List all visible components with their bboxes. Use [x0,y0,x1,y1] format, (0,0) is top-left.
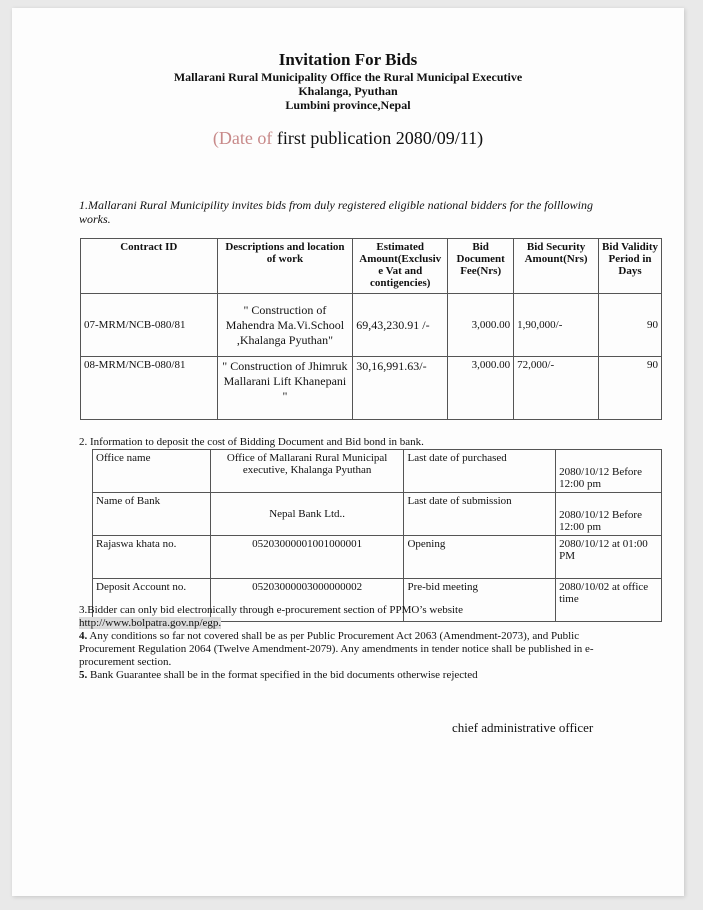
info-label: Rajaswa khata no. [93,536,211,579]
note-3: 3.Bidder can only bid electronically through e-procurement section of PPMO’s website [79,604,463,616]
signature-title: chief administrative officer [452,720,594,735]
info-value: 2080/10/12 at 01:00 PM [556,536,662,579]
estimated-amount: 69,43,230.91 /- [353,294,448,357]
document-page [12,8,684,896]
header-contract-id: Contract ID [81,239,218,294]
info-label: Pre-bid meeting [404,579,556,622]
ppmo-website-link[interactable]: http://www.bolpatra.gov.np/egp. [79,617,222,629]
header-fee: Bid Document Fee(Nrs) [448,239,514,294]
info-label: Last date of submission [404,493,556,536]
contract-id: 08-MRM/NCB-080/81 [81,357,218,420]
table-row [93,536,662,579]
note-4 [79,630,619,669]
works-header-row [81,239,662,294]
info-value: 2080/10/12 Before 12:00 pm [556,493,662,536]
info-value: 2080/10/02 at office time [556,579,662,622]
info-value: Nepal Bank Ltd.. [210,493,404,536]
section-2-title: 2. Information to deposit the cost of Bidding Document and Bid bond in bank. [79,436,424,448]
note-5 [79,669,619,682]
contract-id: 07-MRM/NCB-080/81 [81,294,218,357]
document-fee: 3,000.00 [448,294,514,357]
info-value: Office of Mallarani Rural Municipal executive, Khalanga Pyuthan [210,450,404,493]
security-amount: 72,000/- [514,357,599,420]
table-row [81,294,662,357]
info-value: 05203000001001000001 [210,536,404,579]
pub-text: first publication 2080/09/11) [276,128,484,148]
work-description: " Construction of Jhimruk Mallarani Lift Khanepani " [217,357,353,420]
table-row [93,450,662,493]
info-value: 05203000003000000002 [210,579,404,622]
info-label: Last date of purchased [404,450,556,493]
bank-info-table [92,449,662,622]
info-label: Deposit Account no. [93,579,211,622]
document-title: Invitation For Bids [278,50,418,69]
info-value: 2080/10/12 Before 12:00 pm [556,450,662,493]
info-label: Office name [93,450,211,493]
estimated-amount: 30,16,991.63/- [353,357,448,420]
works-table [80,238,662,420]
intro-paragraph: 1.Mallarani Rural Municipility invites bids from duly registered eligible national bidders for the folllowing works. [79,198,593,226]
office-address: Khalanga, Pyuthan [298,84,398,98]
security-amount: 1,90,000/- [514,294,599,357]
note-5-text: Bank Guarantee shall be in the format specified in the bid documents otherwise rejected [87,669,478,681]
header-description: Descriptions and location of work [217,239,353,294]
pub-prefix-2: of [257,128,273,148]
note-4-number: 4. [79,630,88,642]
document-fee: 3,000.00 [448,357,514,420]
table-row [93,493,662,536]
validity-days: 90 [599,294,662,357]
office-province: Lumbini province,Nepal [285,98,411,112]
note-4-text: Any conditions so far not covered shall be as per Public Procurement Act 2063 (Amendment-2073), and Public Procurement Regulation 2064 (Twelve Amendment-2079). Any amendments in tender notice shall be published in e-procurement section. [79,630,594,668]
table-row [81,357,662,420]
publication-date [12,128,684,149]
note-5-number: 5. [79,669,88,681]
notes-section [79,604,619,682]
header-validity: Bid Validity Period in Days [599,239,662,294]
office-name: Mallarani Rural Municipality Office the Rural Municipal Executive [173,70,523,84]
info-label: Opening [404,536,556,579]
validity-days: 90 [599,357,662,420]
pub-prefix-1: (Date [212,128,253,148]
info-label: Name of Bank [93,493,211,536]
work-description: " Construction of Mahendra Ma.Vi.School ,Khalanga Pyuthan" [217,294,353,357]
header-security: Bid Security Amount(Nrs) [514,239,599,294]
header-amount: Estimated Amount(Exclusiv e Vat and contigencies) [353,239,448,294]
